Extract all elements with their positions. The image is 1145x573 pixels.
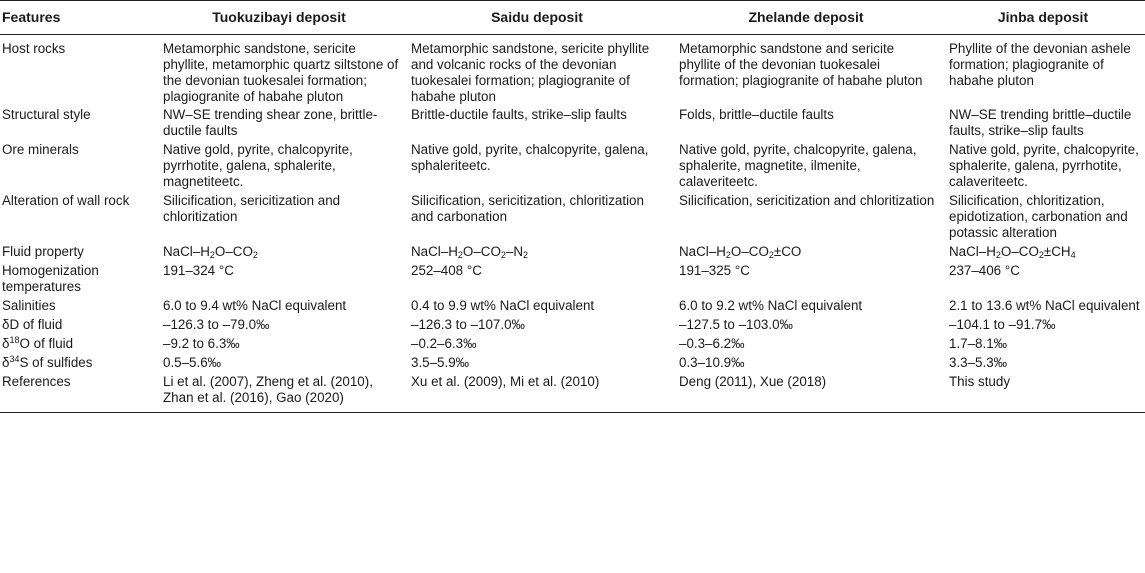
row-homogenization [0,263,1145,298]
cell-jinba: 237–406 °C [949,263,1020,278]
cell-saidu: –126.3 to –107.0‰ [411,317,525,332]
cell-zhelande: Deng (2011), Xue (2018) [671,374,941,413]
cell-tuokuzibayi: NW–SE trending shear zone, brittle-ductile faults [163,107,378,138]
cell-jinba: NW–SE trending brittle–ductile faults, strike–slip faults [949,107,1132,138]
cell-zhelande: 6.0 to 9.2 wt% NaCl equivalent [679,298,863,313]
header-saidu: Saidu deposit [403,1,671,35]
formula-part: NaCl–H [679,244,726,259]
cell-tuokuzibayi: 0.5–5.6‰ [163,355,222,370]
formula-part: NaCl–H [949,244,996,259]
label-part: δ [2,355,10,370]
formula-part: –N [505,244,523,259]
cell-tuokuzibayi: –9.2 to 6.3‰ [163,336,240,351]
cell-zhelande: Folds, brittle–ductile faults [679,107,834,122]
row-alteration [0,193,1145,244]
label-sup: 34 [9,354,20,364]
label-part: O of fluid [19,336,74,351]
formula-sub: 2 [500,250,506,260]
row-ore-minerals [0,142,1145,193]
formula-part: NaCl–H [411,244,458,259]
formula-sub: 2 [995,250,1001,260]
formula-sub: 2 [725,250,731,260]
cell-jinba: Silicification, chloritization, epidotization, carbonation and potassic alteration [949,193,1128,240]
cell-jinba: –104.1 to –91.7‰ [949,317,1056,332]
cell-jinba: Phyllite of the devonian ashele formation; plagiogranite of habahe pluton [949,41,1131,88]
cell-tuokuzibayi: Metamorphic sandstone, sericite phyllite, metamorphic quartz siltstone of the devonian tuokesalei formation; plagiogranite of habahe pluton [163,41,399,104]
formula-sub: 2 [457,250,463,260]
cell-jinba: This study [941,374,1145,413]
cell-saidu: Metamorphic sandstone, sericite phyllite and volcanic rocks of the devonian tuokesalei formation; plagiogranite of habahe pluton [411,41,650,104]
cell-zhelande: Silicification, sericitization and chloritization [679,193,935,208]
formula-sub: 2 [1038,250,1044,260]
cell-saidu [403,244,671,263]
formula-part: O–CO [730,244,769,259]
row-structural-style [0,107,1145,142]
row-label: Salinities [2,298,56,313]
cell-jinba [941,244,1145,263]
header-zhelande: Zhelande deposit [671,1,941,35]
row-salinities [0,298,1145,317]
cell-tuokuzibayi: 191–324 °C [163,263,234,278]
row-label [0,336,155,355]
cell-zhelande: –127.5 to –103.0‰ [679,317,793,332]
cell-tuokuzibayi: –126.3 to –79.0‰ [163,317,270,332]
header-row [0,1,1145,35]
row-delta-d [0,317,1145,336]
label-part: δ [2,336,10,351]
cell-zhelande: –0.3–6.2‰ [679,336,745,351]
cell-tuokuzibayi [155,244,403,263]
formula-part: O–CO [214,244,253,259]
header-features: Features [0,1,155,35]
cell-saidu: Brittle-ductile faults, strike–slip faults [411,107,627,122]
cell-saidu: Native gold, pyrite, chalcopyrite, galena, sphaleriteetc. [411,142,649,173]
formula-part: ±CH [1043,244,1071,259]
formula-part: O–CO [462,244,501,259]
formula-sub: 2 [252,250,258,260]
cell-zhelande: Metamorphic sandstone and sericite phyllite of the devonian tuokesalei formation; plagiogranite of habahe pluton [679,41,923,88]
row-delta-34s [0,355,1145,374]
cell-tuokuzibayi: Native gold, pyrite, chalcopyrite, pyrrhotite, galena, sphalerite, magnetiteetc. [163,142,353,189]
formula-part: ±CO [773,244,802,259]
row-label: δD of fluid [2,317,63,332]
cell-zhelande: 0.3–10.9‰ [679,355,745,370]
cell-tuokuzibayi: Li et al. (2007), Zheng et al. (2010), Zhan et al. (2016), Gao (2020) [155,374,403,413]
row-delta-18o [0,336,1145,355]
formula-sub: 4 [1070,250,1076,260]
formula-sub: 2 [768,250,774,260]
label-part: S of sulfides [19,355,93,370]
formula-part: O–CO [1000,244,1039,259]
formula-part: NaCl–H [163,244,210,259]
cell-saidu: 0.4 to 9.9 wt% NaCl equivalent [411,298,595,313]
cell-jinba: 3.3–5.3‰ [949,355,1008,370]
cell-tuokuzibayi: 6.0 to 9.4 wt% NaCl equivalent [163,298,347,313]
cell-jinba: 2.1 to 13.6 wt% NaCl equivalent [949,298,1140,313]
cell-zhelande [671,244,941,263]
row-label: Homogenization temperatures [2,263,99,294]
cell-saidu: 3.5–5.9‰ [411,355,470,370]
cell-saidu: 252–408 °C [411,263,482,278]
row-label: Alteration of wall rock [2,193,130,208]
cell-saidu: Xu et al. (2009), Mi et al. (2010) [403,374,671,413]
row-label [0,355,155,374]
row-references [0,374,1145,413]
cell-jinba: 1.7–8.1‰ [949,336,1008,351]
row-host-rocks [0,35,1145,108]
cell-jinba: Native gold, pyrite, chalcopyrite, sphalerite, galena, pyrrhotite, calaveriteetc. [949,142,1139,189]
cell-saidu: Silicification, sericitization, chloritization and carbonation [411,193,644,224]
row-label: References [0,374,155,413]
row-label: Host rocks [2,41,66,56]
row-fluid-property [0,244,1145,263]
row-label: Structural style [2,107,91,122]
formula-sub: 2 [209,250,215,260]
header-tuokuzibayi: Tuokuzibayi deposit [155,1,403,35]
cell-saidu: –0.2–6.3‰ [411,336,477,351]
cell-zhelande: 191–325 °C [679,263,750,278]
cell-tuokuzibayi: Silicification, sericitization and chloritization [163,193,341,224]
cell-zhelande: Native gold, pyrite, chalcopyrite, galena, sphalerite, magnetite, ilmenite, calaveriteetc. [679,142,917,189]
row-label: Ore minerals [2,142,79,157]
formula-sub: 2 [523,250,529,260]
row-label: Fluid property [2,244,84,259]
header-jinba: Jinba deposit [941,1,1145,35]
label-sup: 18 [9,335,20,345]
